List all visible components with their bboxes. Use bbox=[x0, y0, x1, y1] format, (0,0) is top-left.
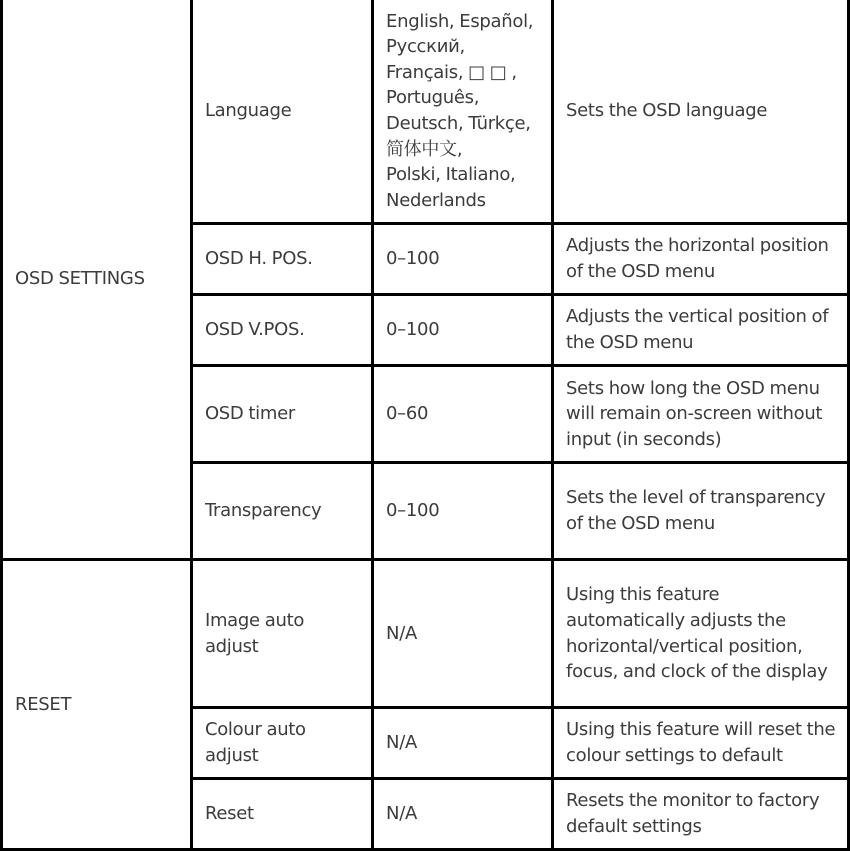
setting-name: OSD V.POS. bbox=[191, 295, 372, 366]
setting-value: N/A bbox=[373, 560, 553, 708]
setting-description: Sets the OSD language bbox=[553, 0, 849, 224]
table-row-image-auto-adjust bbox=[2, 560, 849, 708]
setting-value: N/A bbox=[373, 708, 553, 779]
setting-name: Transparency bbox=[191, 463, 372, 560]
section-label-reset: RESET bbox=[2, 560, 192, 850]
setting-value: 0–100 bbox=[373, 463, 553, 560]
setting-value-language-options bbox=[373, 0, 553, 224]
setting-description: Sets the level of transparency of the OSD menu bbox=[553, 463, 849, 560]
language-option-line: Português, bbox=[386, 87, 480, 109]
setting-description: Using this feature automatically adjusts the horizontal/vertical position, focus, and clock of the display bbox=[553, 560, 849, 708]
setting-name: Language bbox=[191, 0, 372, 224]
table-row-language bbox=[2, 0, 849, 224]
setting-description: Using this feature will reset the colour settings to default bbox=[553, 708, 849, 779]
language-option-line: 简体中文, bbox=[386, 138, 463, 160]
setting-name: OSD H. POS. bbox=[191, 224, 372, 295]
setting-value: N/A bbox=[373, 779, 553, 850]
setting-value: 0–100 bbox=[373, 224, 553, 295]
setting-value: 0–60 bbox=[373, 366, 553, 463]
language-option-line: Français, □ □ , bbox=[386, 61, 517, 83]
language-option-line: English, Español, bbox=[386, 10, 534, 32]
language-option-line: Русский, bbox=[386, 36, 465, 58]
setting-description: Adjusts the vertical position of the OSD menu bbox=[553, 295, 849, 366]
setting-name: Reset bbox=[191, 779, 372, 850]
setting-name: Colour auto adjust bbox=[191, 708, 372, 779]
setting-name: OSD timer bbox=[191, 366, 372, 463]
language-option-line: Polski, Italiano, bbox=[386, 164, 516, 186]
language-option-line: Nederlands bbox=[386, 189, 486, 211]
setting-name: Image auto adjust bbox=[191, 560, 372, 708]
setting-value: 0–100 bbox=[373, 295, 553, 366]
setting-description: Resets the monitor to factory default settings bbox=[553, 779, 849, 850]
language-option-line: Deutsch, Türkçe, bbox=[386, 113, 531, 134]
setting-description: Adjusts the horizontal position of the OSD menu bbox=[553, 224, 849, 295]
setting-description: Sets how long the OSD menu will remain on-screen without input (in seconds) bbox=[553, 366, 849, 463]
section-label-osd-settings: OSD SETTINGS bbox=[2, 0, 192, 560]
